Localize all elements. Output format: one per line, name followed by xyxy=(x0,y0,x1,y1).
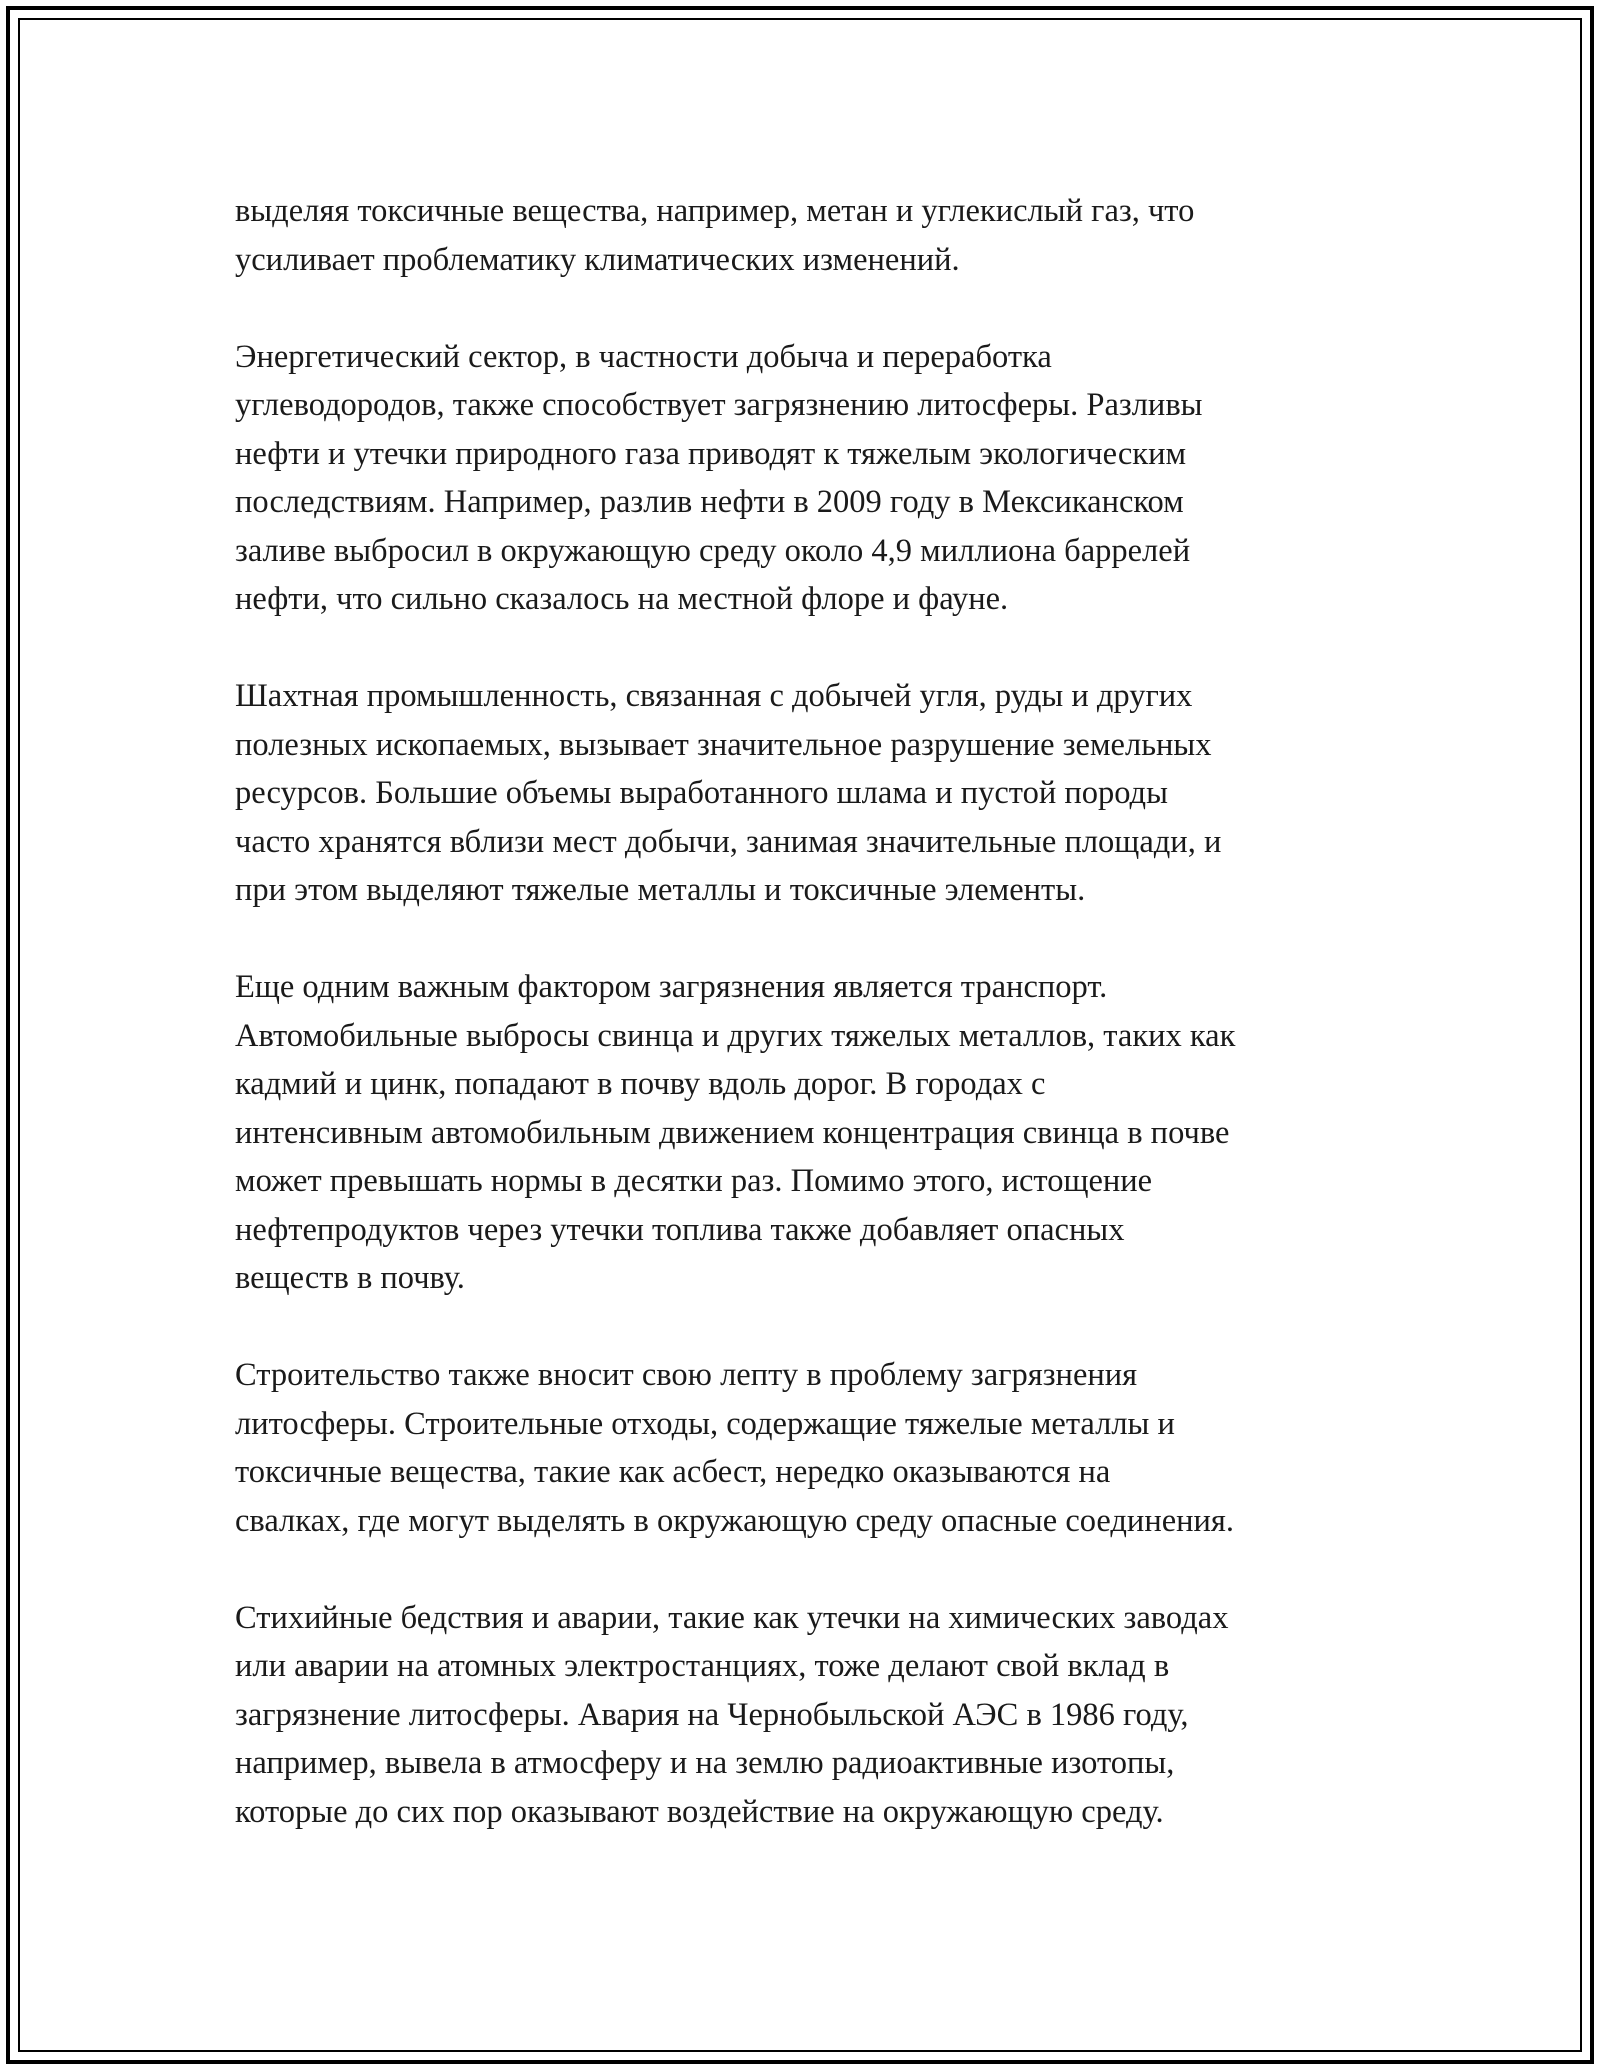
text-line: Энергетический сектор, в частности добыча и переработка xyxy=(235,338,1052,375)
text-line: последствиям. Например, разлив нефти в 2009 году в Мексиканском xyxy=(235,484,1184,520)
paragraph-5 xyxy=(235,1351,1375,1545)
text-line: выделяя токсичные вещества, например, метан и углекислый газ, что xyxy=(235,193,1195,229)
text-line: веществ в почву. xyxy=(235,1260,465,1296)
text-line: Еще одним важным фактором загрязнения является транспорт. xyxy=(235,969,1108,1005)
text-line: например, вывела в атмосферу и на землю радиоактивные изотопы, xyxy=(235,1745,1175,1781)
paragraph-6 xyxy=(235,1594,1375,1837)
text-line: часто хранятся вблизи мест добычи, занимая значительные площади, и xyxy=(235,823,1222,860)
document-body xyxy=(235,187,1375,1885)
text-line: Автомобильные выбросы свинца и других тяжелых металлов, таких как xyxy=(235,1017,1236,1054)
text-line: интенсивным автомобильным движением концентрация свинца в почве xyxy=(235,1114,1230,1151)
text-line: может превышать нормы в десятки раз. Помимо этого, истощение xyxy=(235,1163,1153,1199)
text-line: усиливает проблематику климатических изменений. xyxy=(235,241,960,278)
text-line: Шахтная промышленность, связанная с добычей угля, руды и других xyxy=(235,678,1193,714)
text-line: нефтепродуктов через утечки топлива также добавляет опасных xyxy=(235,1211,1125,1248)
text-line: полезных ископаемых, вызывает значительное разрушение земельных xyxy=(235,726,1212,763)
text-line: литосферы. Строительные отходы, содержащие тяжелые металлы и xyxy=(235,1405,1175,1442)
text-line: свалках, где могут выделять в окружающую среду опасные соединения. xyxy=(235,1502,1234,1539)
text-line: нефти, что сильно сказалось на местной флоре и фауне. xyxy=(235,581,1009,617)
text-line: заливе выбросил в окружающую среду около 4,9 миллиона баррелей xyxy=(235,532,1191,569)
paragraph-1 xyxy=(235,187,1375,284)
paragraph-4 xyxy=(235,963,1375,1303)
text-line: при этом выделяют тяжелые металлы и токсичные элементы. xyxy=(235,872,1086,908)
paragraph-2 xyxy=(235,333,1375,624)
paragraph-3 xyxy=(235,672,1375,915)
text-line: которые до сих пор оказывают воздействие на окружающую среду. xyxy=(235,1793,1164,1830)
text-line: токсичные вещества, такие как асбест, нередко оказываются на xyxy=(235,1454,1111,1490)
text-line: углеводородов, также способствует загрязнению литосферы. Разливы xyxy=(235,387,1203,423)
text-line: кадмий и цинк, попадают в почву вдоль дорог. В городах с xyxy=(235,1066,1046,1102)
text-line: Строительство также вносит свою лепту в проблему загрязнения xyxy=(235,1357,1138,1393)
text-line: или аварии на атомных электростанциях, тоже делают свой вклад в xyxy=(235,1648,1170,1684)
text-line: ресурсов. Большие объемы выработанного шлама и пустой породы xyxy=(235,775,1168,811)
text-line: Стихийные бедствия и аварии, такие как утечки на химических заводах xyxy=(235,1599,1229,1636)
text-line: загрязнение литосферы. Авария на Чернобыльской АЭС в 1986 году, xyxy=(235,1696,1189,1733)
text-line: нефти и утечки природного газа приводят к тяжелым экологическим xyxy=(235,435,1187,472)
